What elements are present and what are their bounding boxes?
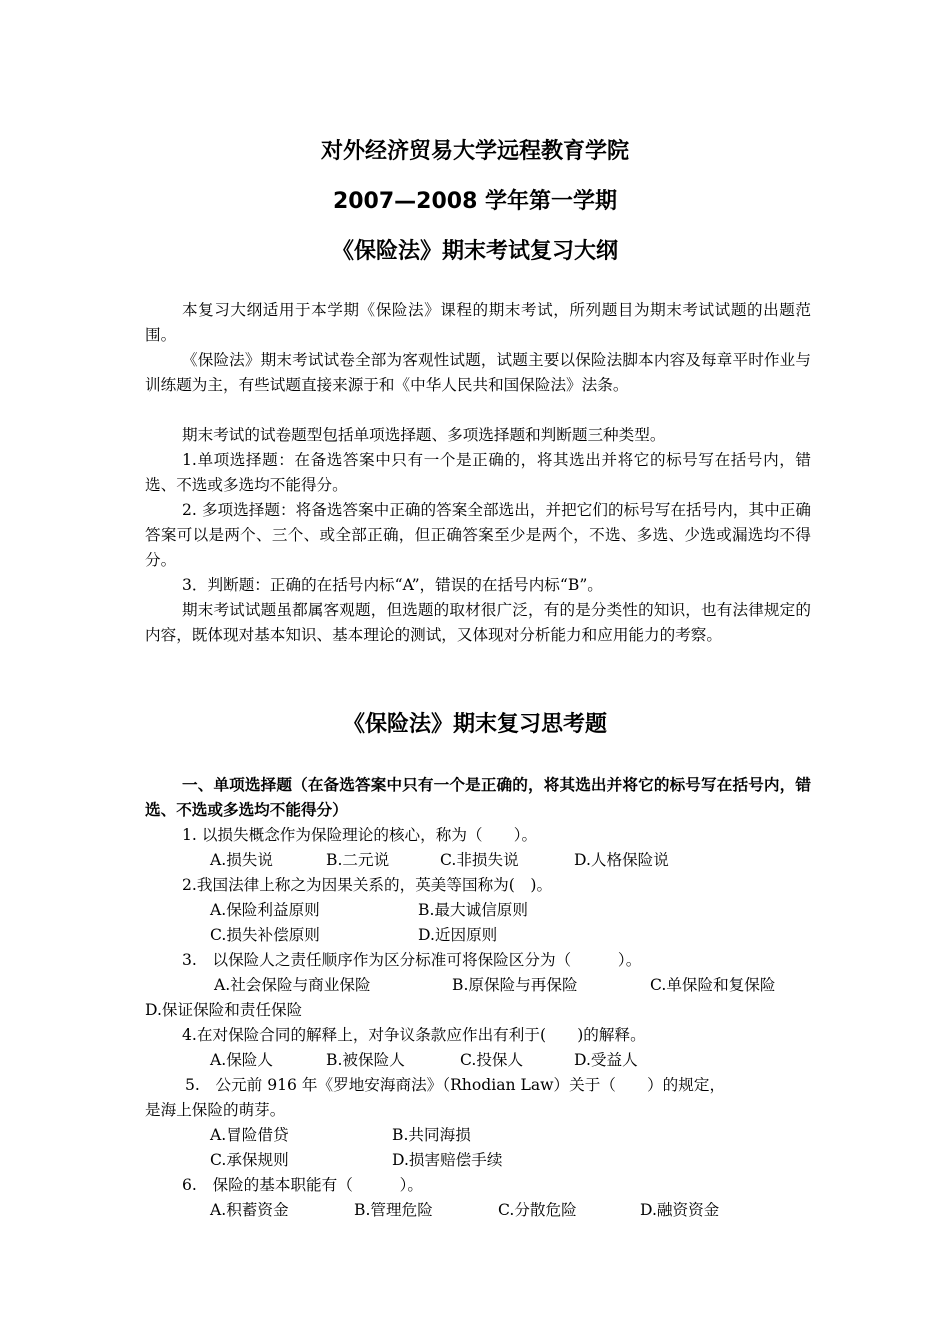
intro-paragraph-7: 期末考试试题虽都属客观题，但选题的取材很广泛，有的是分类性的知识，也有法律规定的内容，既体现对基本知识、基本理论的测试，又体现对分析能力和应用能力的考察。	[145, 601, 811, 644]
school-title: 对外经济贸易大学远程教育学院	[320, 139, 629, 164]
question-4-option-c: C.投保人	[460, 1051, 524, 1069]
section1-heading: 一、单项选择题（在备选答案中只有一个是正确的，将其选出并将它的标号写在括号内，错选、不选或多选均不能得分）	[145, 776, 811, 819]
question-3-option-b: B.原保险与再保险	[452, 976, 578, 994]
term-title: 2007—2008 学年第一学期	[332, 189, 618, 214]
question-6-option-c: C.分散危险	[498, 1201, 577, 1219]
question-5-option-c: C.承保规则	[210, 1151, 289, 1169]
question-2-option-b: B.最大诚信原则	[418, 901, 528, 919]
outline-title: 《保险法》期末考试复习大纲	[331, 239, 618, 264]
question-5-option-a: A.冒险借贷	[210, 1126, 289, 1144]
question-4-option-a: A.保险人	[210, 1051, 273, 1069]
question-3-option-a: A.社会保险与商业保险	[214, 976, 371, 994]
intro-paragraph-2: 《保险法》期末考试试卷全部为客观性试题，试题主要以保险法脚本内容及每章平时作业与训练题为主，有些试题直接来源于和《中华人民共和国保险法》法条。	[145, 351, 811, 394]
question-1-option-b: B.二元说	[326, 851, 390, 869]
intro-paragraph-3: 期末考试的试卷题型包括单项选择题、多项选择题和判断题三种类型。	[182, 426, 666, 444]
question-2-stem: 2.我国法律上称之为因果关系的，英美等国称为( )。	[182, 876, 553, 894]
question-1-option-a: A.损失说	[210, 851, 273, 869]
question-3-option-d: D.保证保险和责任保险	[145, 1001, 303, 1019]
question-1-option-c: C.非损失说	[440, 851, 519, 869]
question-5-stem: 5. 公元前 916 年《罗地安海商法》（Rhodian Law）关于（ ）的规定，	[185, 1076, 726, 1094]
question-2-option-c: C.损失补偿原则	[210, 926, 320, 944]
question-4-option-d: D.受益人	[574, 1051, 638, 1069]
question-5-option-b: B.共同海损	[392, 1126, 471, 1144]
question-4-stem: 4.在对保险合同的解释上，对争议条款应作出有利于( )的解释。	[182, 1026, 646, 1044]
intro-paragraph-6: 3．判断题：正确的在括号内标“A”，错误的在括号内标“B”。	[182, 576, 603, 594]
question-2-option-a: A.保险利益原则	[210, 901, 320, 919]
question-5-stem-continued: 是海上保险的萌芽。	[145, 1101, 286, 1119]
section-title: 《保险法》期末复习思考题	[342, 712, 607, 737]
question-1-stem: 1. 以损失概念作为保险理论的核心，称为（ ）。	[182, 826, 538, 844]
intro-paragraph-5: 2. 多项选择题：将备选答案中正确的答案全部选出，并把它们的标号写在括号内，其中正确答案可以是两个、三个、或全部正确，但正确答案至少是两个，不选、多选、少选或漏选均不得分。	[145, 501, 811, 569]
question-3-option-c: C.单保险和复保险	[650, 976, 776, 994]
question-6-option-b: B.管理危险	[354, 1201, 433, 1219]
question-2-option-d: D.近因原则	[418, 926, 498, 944]
question-3-stem: 3. 以保险人之责任顺序作为区分标准可将保险区分为（ ）。	[182, 951, 642, 969]
intro-paragraph-4: 1.单项选择题：在备选答案中只有一个是正确的，将其选出并将它的标号写在括号内，错选、不选或多选均不能得分。	[145, 451, 811, 494]
question-4-option-b: B.被保险人	[326, 1051, 405, 1069]
question-6-stem: 6. 保险的基本职能有（ ）。	[182, 1176, 423, 1194]
question-1-option-d: D.人格保险说	[574, 851, 669, 869]
question-6-option-a: A.积蓄资金	[210, 1201, 289, 1219]
question-6-option-d: D.融资资金	[640, 1201, 720, 1219]
intro-paragraph-1: 本复习大纲适用于本学期《保险法》课程的期末考试，所列题目为期末考试试题的出题范围。	[145, 301, 811, 344]
question-5-option-d: D.损害赔偿手续	[392, 1151, 503, 1169]
